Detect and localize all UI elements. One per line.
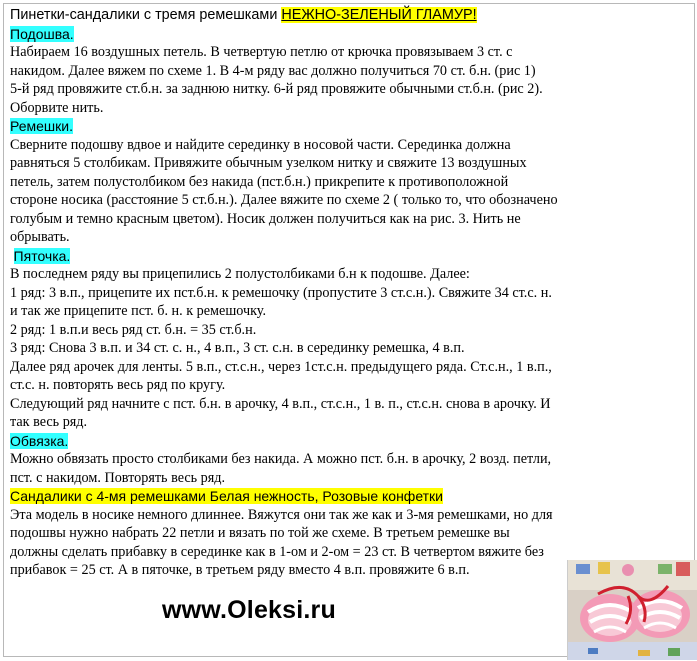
title-prefix: Пинетки-сандалики с тремя ремешками xyxy=(10,7,282,23)
paragraph-line: Набираем 16 воздушных петель. В четвертую петлю от крючка провязываем 3 ст. с xyxy=(10,44,513,60)
paragraph-line: Следующий ряд начните с пст. б.н. в арочку, 4 в.п., ст.с.н., 1 в. п., ст.с.н. снова в арочку. И xyxy=(10,395,551,412)
paragraph-line: и так же прицепите пст. б. н. к ремешочку. xyxy=(10,303,267,319)
paragraph-line: так весь ряд. xyxy=(10,414,88,430)
article-title xyxy=(10,6,628,25)
paragraph-line: 5-й ряд провяжите ст.б.н. за заднюю нитку. 6-й ряд провяжите обычными ст.б.н. (рис 2). xyxy=(10,81,543,97)
paragraph-line: Оборвите нить. xyxy=(10,99,104,116)
title-highlight: НЕЖНО-ЗЕЛЕНЫЙ ГЛАМУР! xyxy=(281,7,477,23)
paragraph-line: петель, затем полустолбиком без накида (пст.б.н.) прикрепите к противоположной xyxy=(10,173,509,190)
article-body xyxy=(10,6,628,580)
paragraph-line: 1 ряд: 3 в.п., прицепите их пст.б.н. к ремешочку (пропустите 3 ст.с.н.). Свяжите 34 ст.с. н. xyxy=(10,284,552,301)
heading-heel: Пяточка. xyxy=(13,247,71,264)
heading-edging: Обвязка. xyxy=(10,432,69,449)
booties-photo xyxy=(567,560,697,660)
paragraph-line: В последнем ряду вы прицепились 2 полустолбиками б.н к подошве. Далее: xyxy=(10,266,470,282)
paragraph-line: Эта модель в носике немного длиннее. Вяжутся они так же как и 3-мя ремешками, но для xyxy=(10,506,553,523)
site-url[interactable]: www.Oleksi.ru xyxy=(162,596,336,624)
heading-sandals-4-straps: Сандалики с 4-мя ремешками Белая нежность, Розовые конфетки xyxy=(10,488,444,504)
paragraph-line: Далее ряд арочек для ленты. 5 в.п., ст.с.н., через 1ст.с.н. предыдущего ряда. Ст.с.н., 1 в.п., xyxy=(10,358,552,375)
paragraph-line: Можно обвязать просто столбиками без накида. А можно пст. б.н. в арочку, 2 возд. петли, xyxy=(10,451,552,467)
heading-straps: Ремешки. xyxy=(10,118,73,134)
paragraph-line: ст.с. н. повторять весь ряд по кругу. xyxy=(10,377,226,393)
paragraph-line: 2 ряд: 1 в.п.и весь ряд ст. б.н. = 35 ст.б.н. xyxy=(10,321,257,338)
paragraph-line: обрывать. xyxy=(10,229,70,245)
heading-sole: Подошва. xyxy=(10,25,74,42)
paragraph-line: должны сделать прибавку в серединке как в 1-ом и 2-ом = 23 ст. В четвертом вяжите без xyxy=(10,543,544,560)
paragraph-line: Сверните подошву вдвое и найдите серединку в носовой части. Серединка должна xyxy=(10,136,511,153)
paragraph-line: голубым и темно красным цветом). Носик должен получиться как на рис. 3. Нить не xyxy=(10,210,521,227)
paragraph-line: прибавок = 25 ст. А в пяточке, в третьем ряду вместо 4 в.п. провяжите 6 в.п. xyxy=(10,562,470,578)
paragraph-line: 3 ряд: Снова 3 в.п. и 34 ст. с. н., 4 в.п., 3 ст. с.н. в серединку ремешка, 4 в.п. xyxy=(10,340,465,356)
paragraph-line: равняться 5 столбикам. Привяжите обычным узелком нитку и свяжите 13 воздушных xyxy=(10,155,527,171)
paragraph-line: подошвы нужно набрать 22 петли и вязать по той же схеме. В третьем ремешке вы xyxy=(10,525,510,541)
paragraph-line: накидом. Далее вяжем по схеме 1. В 4-м ряду вас должно получиться 70 ст. б.н. (рис 1) xyxy=(10,62,536,79)
paragraph-line: стороне носика (расстояние 5 ст.б.н.). Далее вяжите по схеме 2 ( только то, что обозначено xyxy=(10,192,558,208)
pink-sandals-illustration xyxy=(568,560,697,660)
paragraph-line: пст. с накидом. Повторять весь ряд. xyxy=(10,469,226,486)
